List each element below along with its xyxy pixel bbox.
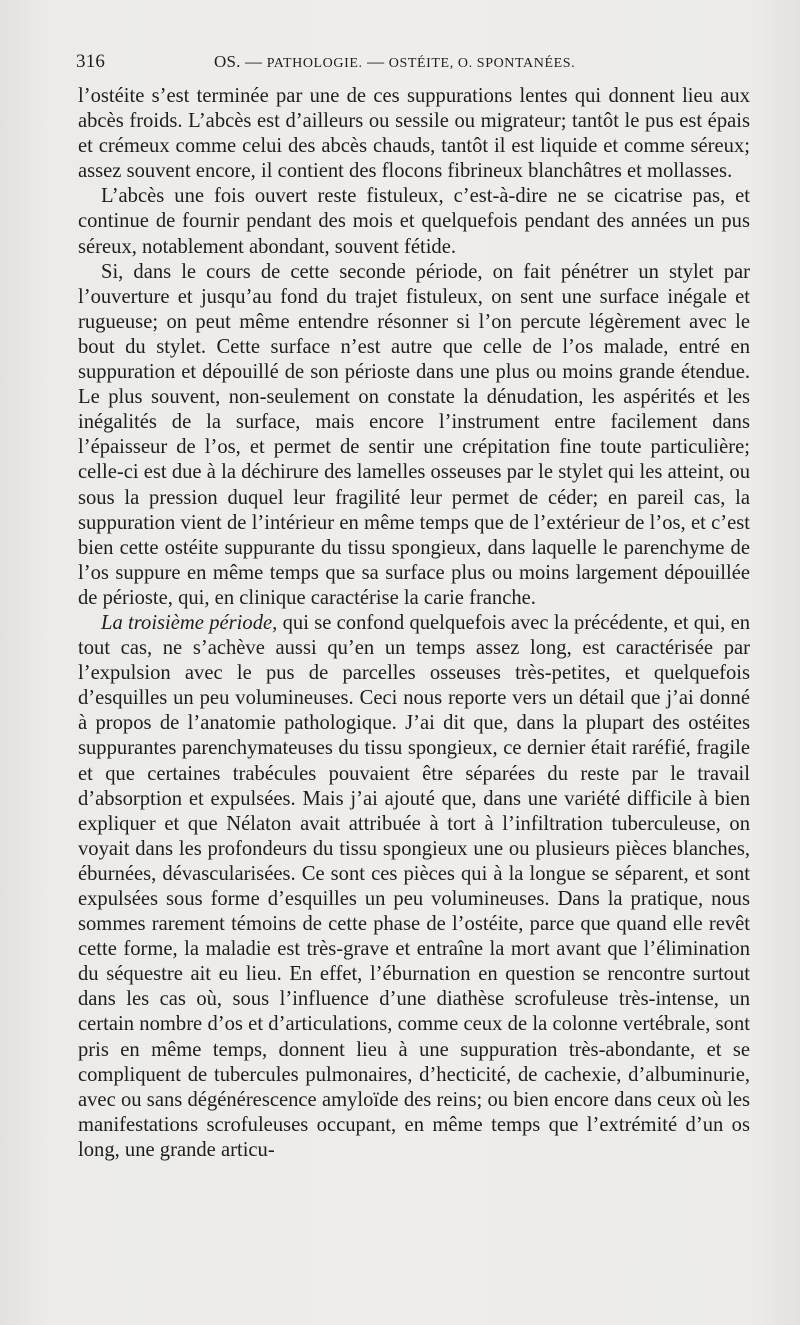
paragraph [78, 260, 750, 611]
section-label: OS. [214, 52, 241, 71]
paragraph-lead: La troisième période, [101, 611, 278, 634]
running-header [76, 51, 752, 77]
paragraph [78, 84, 750, 184]
subject-label: PATHOLOGIE. [266, 56, 363, 71]
running-title [214, 52, 575, 72]
paragraph-text: Si, dans le cours de cette seconde période, on fait pénétrer un stylet par l’ouverture et jusqu’au fond du trajet fistuleux, on sent une surface inégale et rugueuse; on peut même entendre résonner si l’on percute légèrement avec le bout du stylet. Cette surface n’est autre que celle de l’os malade, entré en suppuration et dépouillé de son périoste dans une plus ou moins grande étendue. Le plus souvent, non-seulement on constate la dénudation, les aspérités et les inégalités de la surface, mais encore l’instrument entre facilement dans l’épaisseur de l’os, et permet de sentir une crépitation fine toute particulière; celle-ci est due à la déchirure des lamelles osseuses par le stylet qui les atteint, ou sous la pression duquel leur fragilité leur permet de céder; en pareil cas, la suppuration vient de l’intérieur en même temps que de l’extérieur de l’os, et c’est bien cette ostéite suppurante du tissu spongieux, dans laquelle le parenchyme de l’os suppure en même temps que sa surface plus ou moins largement dépouillée de périoste, qui, en clinique caractérise la carie franche. [78, 260, 750, 609]
paragraph [78, 611, 750, 1163]
header-dash: — [245, 52, 263, 71]
page-number: 316 [76, 51, 106, 72]
paragraph-text: L’abcès une fois ouvert reste fistuleux, c’est-à-dire ne se cicatrise pas, et continue de fournir pendant des mois et quelquefois pendant des années un pus séreux, notablement abondant, souvent fétide. [78, 185, 750, 258]
body-text [78, 84, 750, 1163]
paragraph [78, 184, 750, 259]
header-dash: — [367, 52, 385, 71]
paragraph-text: l’ostéite s’est terminée par une de ces suppurations lentes qui donnent lieu aux abcès froids. L’abcès est d’ailleurs ou sessile ou migrateur; tantôt le pus est épais et crémeux comme celui des abcès chauds, tantôt il est liquide et comme séreux; assez souvent encore, il contient des flocons fibrineux blanchâtres et mollasses. [78, 85, 750, 183]
paragraph-text: qui se confond quelquefois avec la précédente, et qui, en tout cas, ne s’achève aussi qu’en un temps assez long, est caractérisée par l’expulsion avec le pus de parcelles osseuses très-petites, et quelquefois d’esquilles un peu volumineuses. Ceci nous reporte vers un détail que j’ai donné à propos de l’anatomie pathologique. J’ai dit que, dans la plupart des ostéites suppurantes parenchymateuses du tissu spongieux, ce dernier était raréfié, fragile et que certaines trabécules pouvaient être séparées du reste par le travail d’absorption et expulsées. Mais j’ai ajouté que, dans une variété difficile à bien expliquer et que Nélaton avait attribuée à tort à l’infiltration tuberculeuse, on voyait dans les profondeurs du tissu spongieux une ou plusieurs pièces blanches, éburnées, dévascularisées. Ce sont ces pièces qui à la longue se séparent, et sont expulsées sous forme d’esquilles un peu volumineuses. Dans la pratique, nous sommes rarement témoins de cette phase de l’ostéite, parce que quand elle revêt cette forme, la maladie est très-grave et entraîne la mort avant que l’élimination du séquestre ait eu lieu. En effet, l’éburnation en question se rencontre surtout dans les cas où, sous l’influence d’une diathèse scrofuleuse très-intense, un certain nombre d’os et d’articulations, comme ceux de la colonne vertébrale, sont pris en même temps, donnent lieu à une suppuration très-abondante, et se compliquent de tubercules pulmonaires, d’hecticité, de cachexie, d’albuminurie, avec ou sans dégénérescence amyloïde des reins; ou bien encore dans ceux où les manifestations scrofuleuses occupant, en même temps que l’extrémité d’un os long, une grande articu- [78, 611, 751, 1161]
topic-label: OSTÉITE, O. SPONTANÉES. [388, 56, 576, 71]
